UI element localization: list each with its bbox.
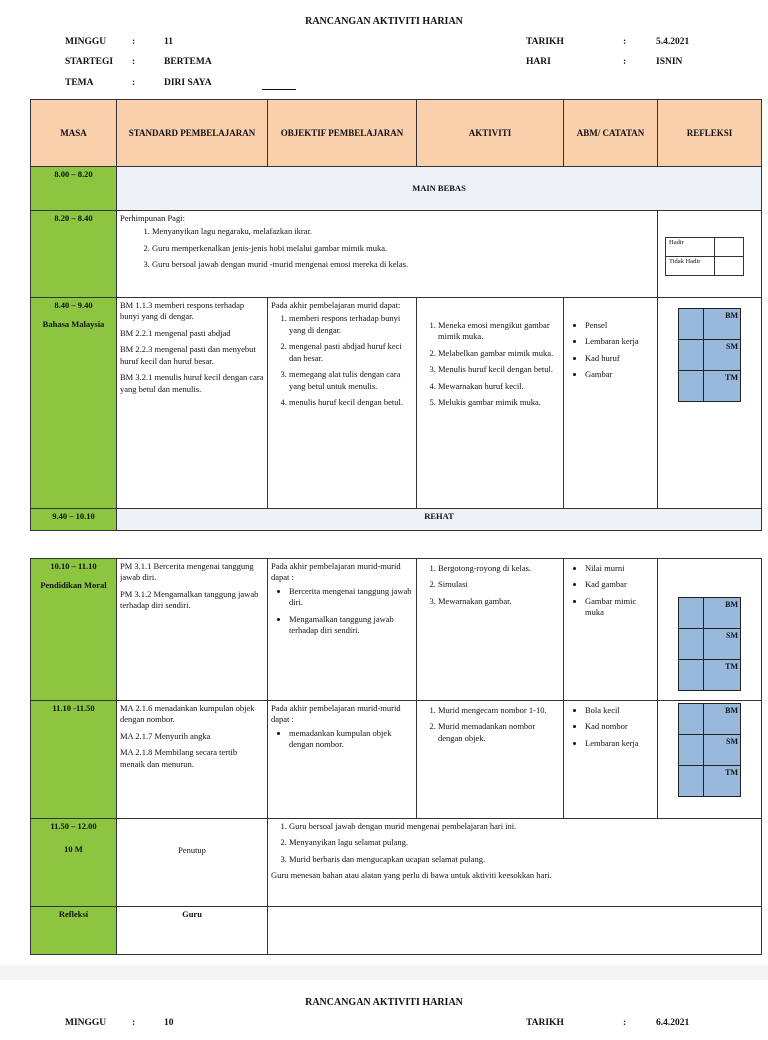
penutup-cell — [268, 819, 762, 907]
colon: : — [132, 1018, 136, 1028]
level-bm: BM — [704, 309, 741, 340]
level-tm: TM — [704, 766, 741, 797]
subject-text: Bahasa Malaysia — [42, 319, 105, 330]
objective-intro: Pada akhir pembelajaran murid-murid dapat : — [271, 703, 401, 725]
list-item: • Gambar mimic muka — [585, 596, 654, 619]
col-refleksi: REFLEKSI — [658, 100, 762, 167]
time-cell — [31, 298, 117, 509]
next-tarikh-value: 6.4.2021 — [656, 1018, 690, 1028]
colon: : — [132, 78, 136, 88]
level-tm: TM — [704, 371, 741, 402]
next-tarikh-label: TARIKH — [526, 1018, 564, 1028]
standard-text: MA 2.1.6 menadankan kumpulan objek dengan nombor. — [120, 703, 255, 725]
col-objektif: OBJEKTIF PEMBELAJARAN — [268, 100, 417, 167]
list-item: • Gambar — [585, 369, 654, 380]
tema-value: DIRI SAYA — [164, 78, 212, 88]
strategi-value: BERTEMA — [164, 57, 212, 67]
activity-cell — [417, 701, 564, 819]
col-standard: STANDARD PEMBELAJARAN — [117, 100, 268, 167]
objective-cell — [268, 701, 417, 819]
next-page-title: RANCANGAN AKTIVITI HARIAN — [305, 997, 463, 1008]
rehat: REHAT — [117, 509, 762, 531]
next-minggu-label: MINGGU — [65, 1018, 107, 1028]
standard-text: PM 3.1.1 Bercerita mengenai tanggung jawab diri. — [120, 561, 254, 583]
time-cell — [31, 819, 117, 907]
list-item: 2. Murid memadankan nombor dengan objek. — [438, 721, 560, 744]
list-item: 1. Menyanyikan lagu negaraku, melafazkan ikrar. — [152, 226, 654, 237]
duration-text: 10 M — [64, 844, 83, 855]
standard-text: BM 2.2.3 mengenal pasti dan menyebut huruf kecil dan huruf besar. — [120, 344, 256, 366]
attendance-cell — [658, 211, 762, 298]
table-row — [31, 509, 762, 531]
time-cell: 8.20 – 8.40 — [31, 211, 117, 298]
standard-cell — [117, 298, 268, 509]
hari-label: HARI — [526, 57, 551, 67]
objective-intro: Pada akhir pembelajaran murid dapat: — [271, 300, 401, 310]
standard-text: MA 2.1.7 Menyurih angka — [120, 730, 211, 741]
page-title: RANCANGAN AKTIVITI HARIAN — [305, 16, 463, 27]
list-item: • Kad huruf — [585, 353, 654, 364]
objective-cell — [268, 298, 417, 509]
time-text: 10.10 – 11.10 — [50, 561, 97, 571]
list-item: 1. Guru bersoal jawab dengan murid mengenai pembelajaran hari ini. — [289, 821, 758, 832]
list-item: 3. memegang alat tulis dengan cara yang betul untuk menulis. — [289, 369, 413, 392]
guru-label: Guru — [117, 907, 268, 955]
minggu-value: 11 — [164, 37, 173, 47]
list-item: • Lembaran kerja — [585, 738, 654, 749]
tidak-hadir-value — [715, 257, 744, 276]
list-item: • Kad nombor — [585, 721, 654, 732]
hadir-label: Hadir — [666, 238, 715, 257]
standard-text: BM 1.1.3 memberi respons terhadap bunyi yang di dengar. — [120, 300, 245, 322]
abm-cell — [564, 559, 658, 701]
level-bm: BM — [704, 704, 741, 735]
time-cell: 9.40 – 10.10 — [31, 509, 117, 531]
schedule-table — [30, 99, 762, 531]
colon: : — [132, 37, 136, 47]
penutup-note: Guru menesan bahan atau alatan yang perlu di bawa untuk aktiviti keesokkan hari. — [271, 870, 552, 881]
refleksi-cell — [658, 701, 762, 819]
list-item: • Kad gambar — [585, 579, 654, 590]
colon: : — [132, 57, 136, 67]
level-bm: BM — [704, 598, 741, 629]
level-box — [678, 597, 741, 691]
table-row — [31, 167, 762, 211]
objective-intro: Pada akhir pembelajaran murid-murid dapat : — [271, 561, 401, 583]
time-text: 11.50 – 12.00 — [50, 821, 97, 831]
list-item: • memadankan kumpulan objek dengan nombor. — [289, 728, 413, 751]
level-sm: SM — [704, 340, 741, 371]
table-row — [31, 298, 762, 509]
perhimpunan-intro: Perhimpunan Pagi: — [120, 213, 185, 223]
time-cell: 11.10 -11.50 — [31, 701, 117, 819]
list-item: 3. Murid berbaris dan mengucapkan ucapan selamat pulang. — [289, 854, 758, 865]
hadir-value — [715, 238, 744, 257]
penutup-label: Penutup — [117, 819, 268, 907]
list-item: 3. Mewarnakan gambar. — [438, 596, 560, 607]
tidak-hadir-label: Tidak Hadir — [666, 257, 715, 276]
list-item: 4. Mewarnakan huruf kecil. — [438, 381, 560, 392]
level-sm: SM — [704, 735, 741, 766]
perhimpunan-cell — [117, 211, 658, 298]
colon: : — [623, 1018, 627, 1028]
list-item: • Bercerita mengenai tanggung jawab diri. — [289, 586, 413, 609]
list-item: 2. Simulasi — [438, 579, 560, 590]
list-item: 1. Meneka emosi mengikut gambar mimik muka. — [438, 320, 560, 343]
list-item: 3. Menulis huruf kecil dengan betul. — [438, 364, 560, 375]
standard-text: BM 3.2.1 menulis huruf kecil dengan cara yang betul dan menulis. — [120, 372, 264, 394]
next-minggu-value: 10 — [164, 1018, 174, 1028]
refleksi-notes — [268, 907, 762, 955]
col-abm: ABM/ CATATAN — [564, 100, 658, 167]
standard-text: PM 3.1.2 Mengamalkan tanggung jawab terhadap diri sendiri. — [120, 588, 259, 611]
list-item: 2. Guru memperkenalkan jenis-jenis hobi melalui gambar mimik muka. — [152, 243, 654, 254]
abm-cell — [564, 298, 658, 509]
main-bebas: MAIN BEBAS — [117, 167, 762, 211]
colon: : — [623, 57, 627, 67]
standard-text: BM 2.2.1 mengenal pasti abdjad — [120, 327, 231, 338]
list-item: 5. Melukis gambar mimik muka. — [438, 397, 560, 408]
tema-label: TEMA — [65, 78, 94, 88]
standard-cell — [117, 701, 268, 819]
list-item: • Pensel — [585, 320, 654, 331]
level-sm: SM — [704, 629, 741, 660]
colon: : — [623, 37, 627, 47]
level-tm: TM — [704, 660, 741, 691]
table-row — [31, 559, 762, 701]
standard-cell — [117, 559, 268, 701]
list-item: 2. Menyanyikan lagu selamat pulang. — [289, 837, 758, 848]
list-item: 1. memberi respons terhadap bunyi yang di dengar. — [289, 313, 413, 336]
time-text: 8.40 – 9.40 — [54, 300, 93, 310]
list-item: • Bola kecil — [585, 705, 654, 716]
list-item: 4. menulis huruf kecil dengan betul. — [289, 397, 413, 408]
abm-cell — [564, 701, 658, 819]
list-item: 2. Melabelkan gambar mimik muka. — [438, 348, 560, 359]
list-item: • Nilai murni — [585, 563, 654, 574]
list-item: 2. mengenal pasti abdjad huruf keci dan besar. — [289, 341, 413, 364]
time-cell: 8.00 – 8.20 — [31, 167, 117, 211]
objective-cell — [268, 559, 417, 701]
col-masa: MASA — [31, 100, 117, 167]
activity-cell — [417, 298, 564, 509]
tarikh-label: TARIKH — [526, 37, 564, 47]
time-cell — [31, 559, 117, 701]
next-page — [0, 980, 768, 1040]
refleksi-label: Refleksi — [31, 907, 117, 955]
level-box — [678, 703, 741, 797]
table-row — [31, 907, 762, 955]
table-row — [31, 211, 762, 298]
hari-value: ISNIN — [656, 57, 683, 67]
standard-text: MA 2.1.8 Membilang secara tertib menaik dan menurun. — [120, 747, 238, 769]
minggu-label: MINGGU — [65, 37, 107, 47]
list-item: 1. Murid mengecam nombor 1-10. — [438, 705, 560, 716]
subject-text: Pendidikan Moral — [40, 580, 107, 591]
tarikh-value: 5.4.2021 — [656, 37, 690, 47]
strategi-label: STARTEGI — [65, 57, 114, 67]
attendance-box — [665, 237, 744, 276]
table-header — [31, 100, 762, 167]
table-row — [31, 819, 762, 907]
list-item: • Mengamalkan tanggung jawab terhadap diri sendiri. — [289, 614, 413, 637]
tema-underline — [262, 89, 296, 90]
list-item: 3. Guru bersoal jawab dengan murid -murid mengenai emosi mereka di kelas. — [152, 259, 654, 270]
refleksi-cell — [658, 559, 762, 701]
schedule-table-lower — [30, 558, 762, 955]
activity-cell — [417, 559, 564, 701]
level-box — [678, 308, 741, 402]
list-item: • Lembaran kerja — [585, 336, 654, 347]
list-item: 1. Bergotong-royong di kelas. — [438, 563, 560, 574]
table-row — [31, 701, 762, 819]
refleksi-cell — [658, 298, 762, 509]
col-aktiviti: AKTIVITI — [417, 100, 564, 167]
